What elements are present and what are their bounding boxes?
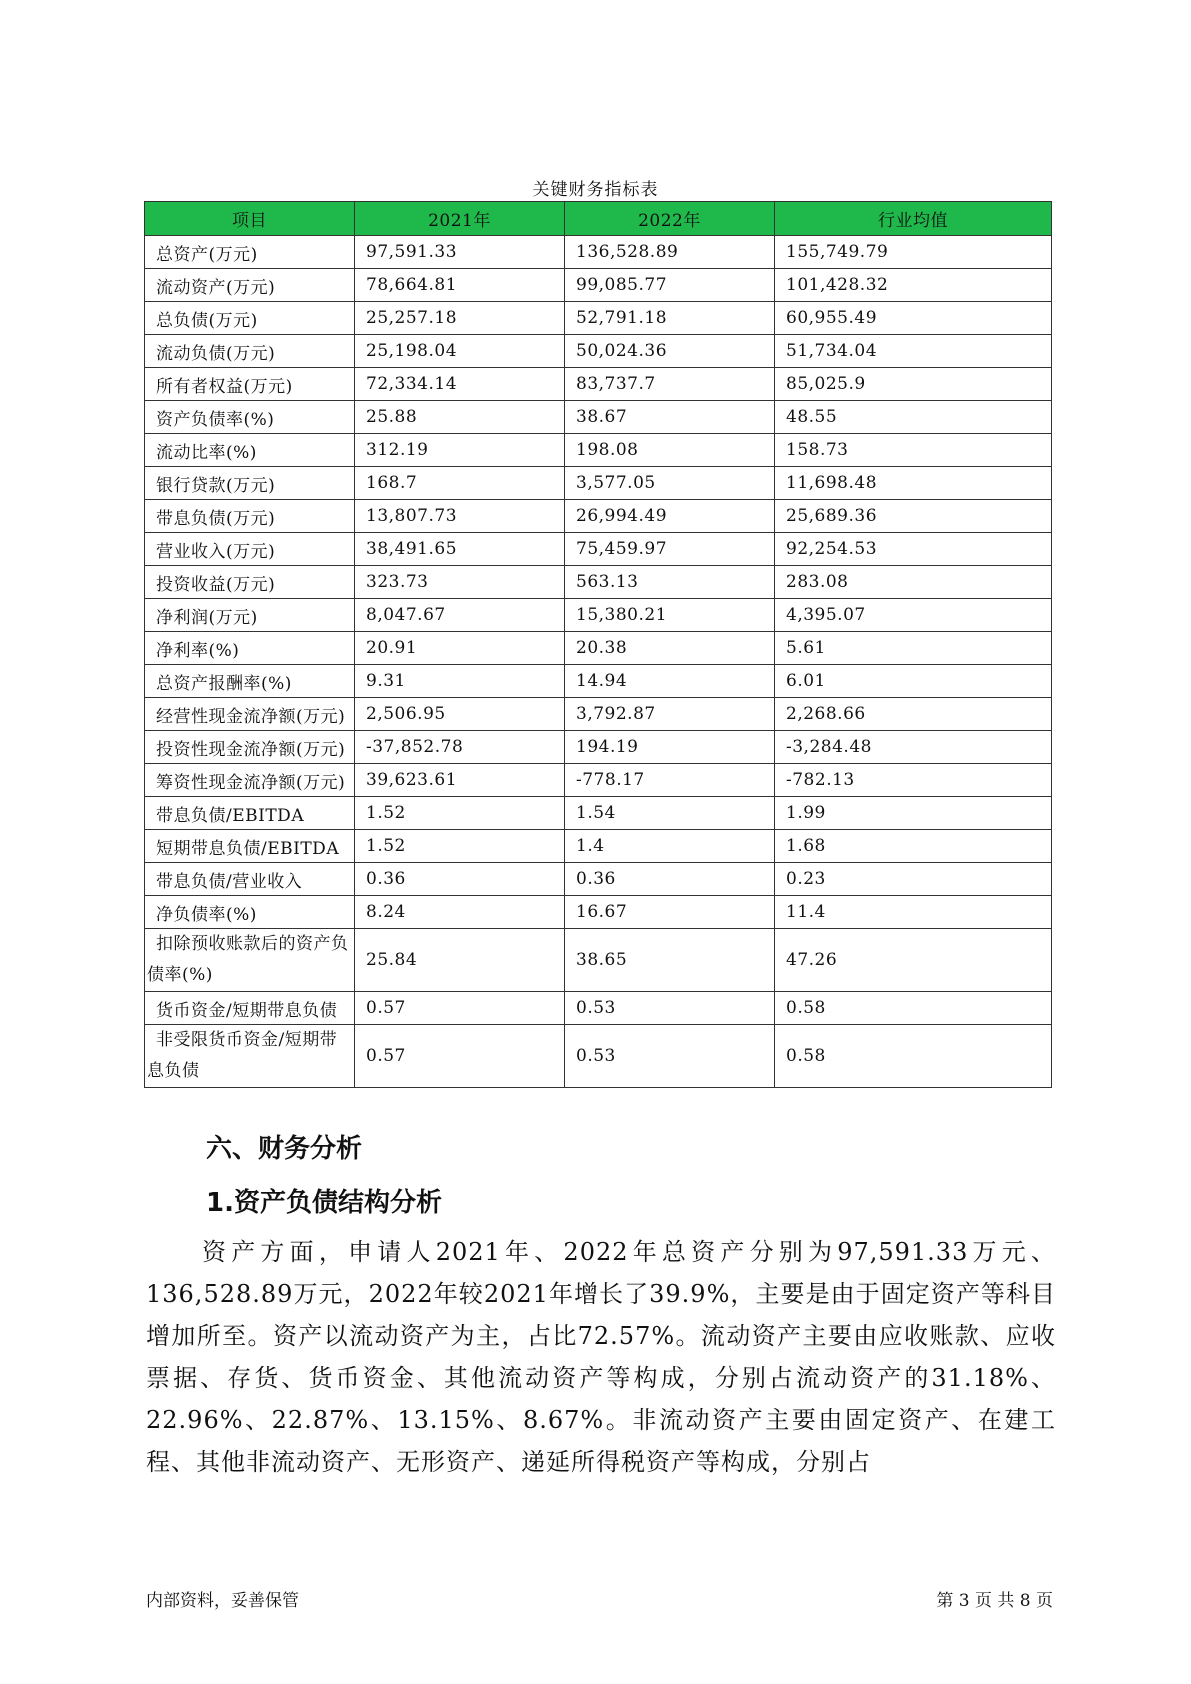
table-row [145,302,1052,335]
value-cell: 47.26 [775,929,1052,992]
table-row [145,533,1052,566]
value-cell: 1.99 [775,797,1052,830]
value-cell: 25,257.18 [355,302,565,335]
value-cell: 3,792.87 [565,698,775,731]
value-cell: 1.68 [775,830,1052,863]
value-cell: 6.01 [775,665,1052,698]
value-cell: 11,698.48 [775,467,1052,500]
value-cell: 97,591.33 [355,236,565,269]
value-cell: 198.08 [565,434,775,467]
footer-page-number: 第 3 页 共 8 页 [936,1591,1053,1611]
row-label-cell [145,1025,355,1088]
table-row [145,269,1052,302]
row-label-cell [145,929,355,992]
row-label-cell: 带息负债/营业收入 [145,863,355,896]
value-cell: 38.65 [565,929,775,992]
value-cell: 20.91 [355,632,565,665]
value-cell: 0.53 [565,1025,775,1088]
value-cell: 38.67 [565,401,775,434]
value-cell: 0.36 [565,863,775,896]
row-label-cell: 流动比率(%) [145,434,355,467]
row-label-cell: 经营性现金流净额(万元) [145,698,355,731]
row-label-cell: 流动负债(万元) [145,335,355,368]
row-label-cell: 净利率(%) [145,632,355,665]
table-row [145,434,1052,467]
value-cell: 83,737.7 [565,368,775,401]
table-row [145,632,1052,665]
table-row [145,500,1052,533]
value-cell: 0.57 [355,992,565,1025]
value-cell: -3,284.48 [775,731,1052,764]
value-cell: 8,047.67 [355,599,565,632]
row-label-text: 扣除预收账款后的资产负债率(%) [147,934,349,985]
table-row [145,368,1052,401]
row-label-cell: 总资产报酬率(%) [145,665,355,698]
row-label-cell: 短期带息负债/EBITDA [145,830,355,863]
value-cell: 92,254.53 [775,533,1052,566]
value-cell: 15,380.21 [565,599,775,632]
value-cell: 50,024.36 [565,335,775,368]
row-label-cell: 总资产(万元) [145,236,355,269]
value-cell: 323.73 [355,566,565,599]
table-row [145,698,1052,731]
column-header-industry-average: 行业均值 [775,202,1052,236]
value-cell: 16.67 [565,896,775,929]
value-cell: 39,623.61 [355,764,565,797]
subsection-heading: 1.资产负债结构分析 [206,1188,442,1218]
table-row [145,896,1052,929]
value-cell: 25.84 [355,929,565,992]
row-label-cell: 投资收益(万元) [145,566,355,599]
value-cell: 78,664.81 [355,269,565,302]
row-label-cell: 总负债(万元) [145,302,355,335]
table-body [145,236,1052,1088]
column-header-2022: 2022年 [565,202,775,236]
table-row [145,764,1052,797]
value-cell: -37,852.78 [355,731,565,764]
value-cell: 1.52 [355,830,565,863]
value-cell: 1.54 [565,797,775,830]
table-header-row [145,202,1052,236]
table-row [145,830,1052,863]
value-cell: 101,428.32 [775,269,1052,302]
value-cell: 51,734.04 [775,335,1052,368]
body-paragraph: 资产方面，申请人2021年、2022年总资产分别为97,591.33万元、136,528.89万元，2022年较2021年增长了39.9%，主要是由于固定资产等科目增加所至。资产以流动资产为主，占比72.57%。流动资产主要由应收账款、应收票据、存货、货币资金、其他流动资产等构成，分别占流动资产的31.18%、22.96%、22.87%、13.15%、8.67%。非流动资产主要由固定资产、在建工程、其他非流动资产、无形资产、递延所得税资产等构成，分别占 [146,1238,1056,1476]
value-cell: 2,506.95 [355,698,565,731]
row-label-cell: 投资性现金流净额(万元) [145,731,355,764]
value-cell: 0.58 [775,1025,1052,1088]
table-row [145,731,1052,764]
value-cell: 155,749.79 [775,236,1052,269]
table-row [145,401,1052,434]
row-label-cell: 资产负债率(%) [145,401,355,434]
row-label-cell: 货币资金/短期带息负债 [145,992,355,1025]
value-cell: 563.13 [565,566,775,599]
row-label-cell: 净负债率(%) [145,896,355,929]
value-cell: 25.88 [355,401,565,434]
value-cell: 20.38 [565,632,775,665]
row-label-cell: 所有者权益(万元) [145,368,355,401]
value-cell: 158.73 [775,434,1052,467]
value-cell: 4,395.07 [775,599,1052,632]
value-cell: -782.13 [775,764,1052,797]
value-cell: 11.4 [775,896,1052,929]
value-cell: 0.36 [355,863,565,896]
row-label-text: 非受限货币资金/短期带息负债 [147,1030,338,1081]
value-cell: 3,577.05 [565,467,775,500]
row-label-cell: 净利润(万元) [145,599,355,632]
value-cell: 0.58 [775,992,1052,1025]
table-row [145,863,1052,896]
value-cell: 72,334.14 [355,368,565,401]
table-row [145,335,1052,368]
value-cell: 60,955.49 [775,302,1052,335]
value-cell: 9.31 [355,665,565,698]
table-row [145,467,1052,500]
footer-confidential-note: 内部资料，妥善保管 [146,1591,299,1611]
value-cell: -778.17 [565,764,775,797]
value-cell: 136,528.89 [565,236,775,269]
value-cell: 38,491.65 [355,533,565,566]
value-cell: 0.57 [355,1025,565,1088]
value-cell: 1.52 [355,797,565,830]
value-cell: 85,025.9 [775,368,1052,401]
value-cell: 0.23 [775,863,1052,896]
table-row [145,929,1052,992]
table-row [145,1025,1052,1088]
value-cell: 312.19 [355,434,565,467]
value-cell: 283.08 [775,566,1052,599]
value-cell: 1.4 [565,830,775,863]
value-cell: 25,689.36 [775,500,1052,533]
value-cell: 99,085.77 [565,269,775,302]
row-label-cell: 流动资产(万元) [145,269,355,302]
value-cell: 75,459.97 [565,533,775,566]
financial-indicators-table [144,201,1052,1088]
row-label-cell: 带息负债(万元) [145,500,355,533]
value-cell: 13,807.73 [355,500,565,533]
value-cell: 26,994.49 [565,500,775,533]
table-caption: 关键财务指标表 [532,180,659,200]
table-row [145,599,1052,632]
value-cell: 2,268.66 [775,698,1052,731]
value-cell: 25,198.04 [355,335,565,368]
table-row [145,566,1052,599]
value-cell: 48.55 [775,401,1052,434]
table-row [145,992,1052,1025]
section-heading: 六、财务分析 [206,1134,363,1164]
value-cell: 168.7 [355,467,565,500]
row-label-cell: 银行贷款(万元) [145,467,355,500]
row-label-cell: 营业收入(万元) [145,533,355,566]
value-cell: 194.19 [565,731,775,764]
table-row [145,797,1052,830]
table-row [145,236,1052,269]
value-cell: 14.94 [565,665,775,698]
value-cell: 0.53 [565,992,775,1025]
table-row [145,665,1052,698]
column-header-2021: 2021年 [355,202,565,236]
value-cell: 8.24 [355,896,565,929]
row-label-cell: 筹资性现金流净额(万元) [145,764,355,797]
value-cell: 52,791.18 [565,302,775,335]
row-label-cell: 带息负债/EBITDA [145,797,355,830]
column-header-item: 项目 [145,202,355,236]
value-cell: 5.61 [775,632,1052,665]
